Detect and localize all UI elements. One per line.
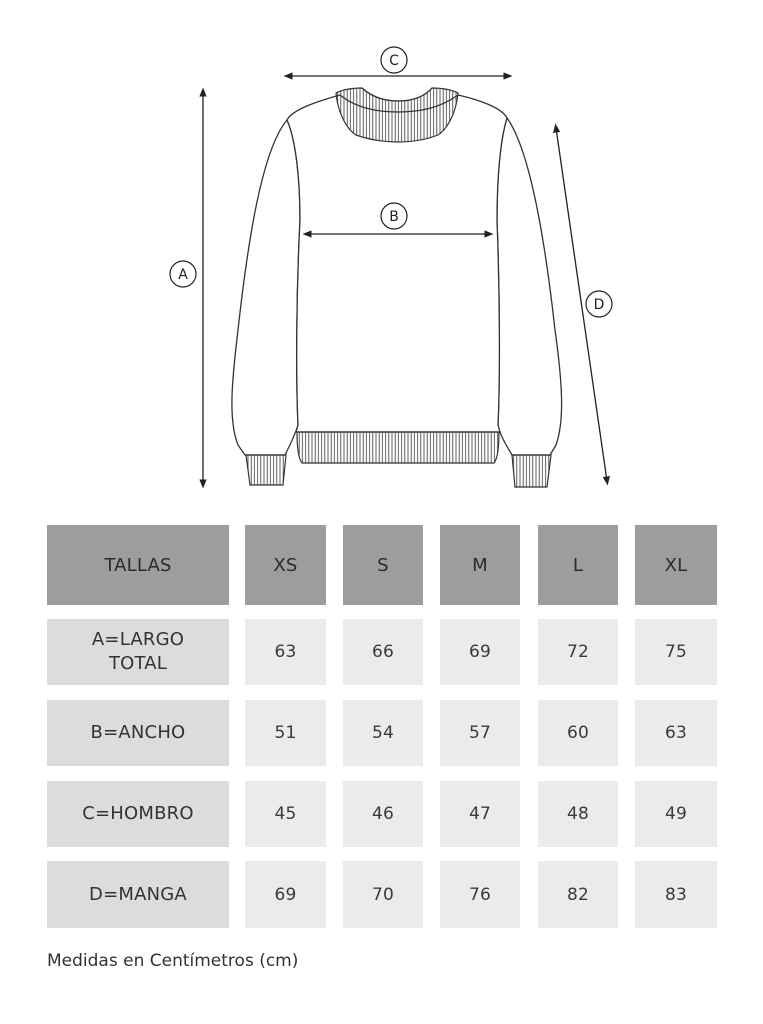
table-cell: 48: [538, 781, 618, 847]
label-b-text: B: [389, 209, 399, 225]
label-b: [381, 203, 407, 229]
table-cell: 70: [343, 861, 423, 928]
table-cell: 72: [538, 619, 618, 685]
table-cell: 75: [635, 619, 717, 685]
table-cell: 47: [440, 781, 520, 847]
row-label-largo-total: A=LARGO TOTAL: [47, 619, 229, 685]
table-cell: 57: [440, 700, 520, 766]
table-cell: 49: [635, 781, 717, 847]
label-d: [586, 291, 612, 317]
table-cell: 60: [538, 700, 618, 766]
table-cell: 82: [538, 861, 618, 928]
table-cell: 76: [440, 861, 520, 928]
table-cell: 83: [635, 861, 717, 928]
table-cell: 66: [343, 619, 423, 685]
label-d-text: D: [593, 297, 605, 313]
label-a-text: A: [178, 267, 188, 283]
header-xs: XS: [245, 525, 326, 605]
header-m: M: [440, 525, 520, 605]
table-cell: 63: [635, 700, 717, 766]
table-cell: 45: [245, 781, 326, 847]
label-c: [381, 47, 407, 73]
sweater-outline: [232, 95, 562, 455]
header-s: S: [343, 525, 423, 605]
units-footnote: Medidas en Centímetros (cm): [47, 951, 299, 971]
header-l: L: [538, 525, 618, 605]
row-label-ancho: B=ANCHO: [47, 700, 229, 766]
header-tallas: TALLAS: [47, 525, 229, 605]
sweater-measurement-diagram: [0, 0, 763, 500]
label-a: [170, 261, 196, 287]
table-cell: 54: [343, 700, 423, 766]
table-cell: 63: [245, 619, 326, 685]
row-label-manga: D=MANGA: [47, 861, 229, 928]
table-cell: 69: [245, 861, 326, 928]
row-label-hombro: C=HOMBRO: [47, 781, 229, 847]
table-cell: 46: [343, 781, 423, 847]
table-cell: 69: [440, 619, 520, 685]
label-c-text: C: [389, 53, 399, 69]
table-cell: 51: [245, 700, 326, 766]
header-xl: XL: [635, 525, 717, 605]
